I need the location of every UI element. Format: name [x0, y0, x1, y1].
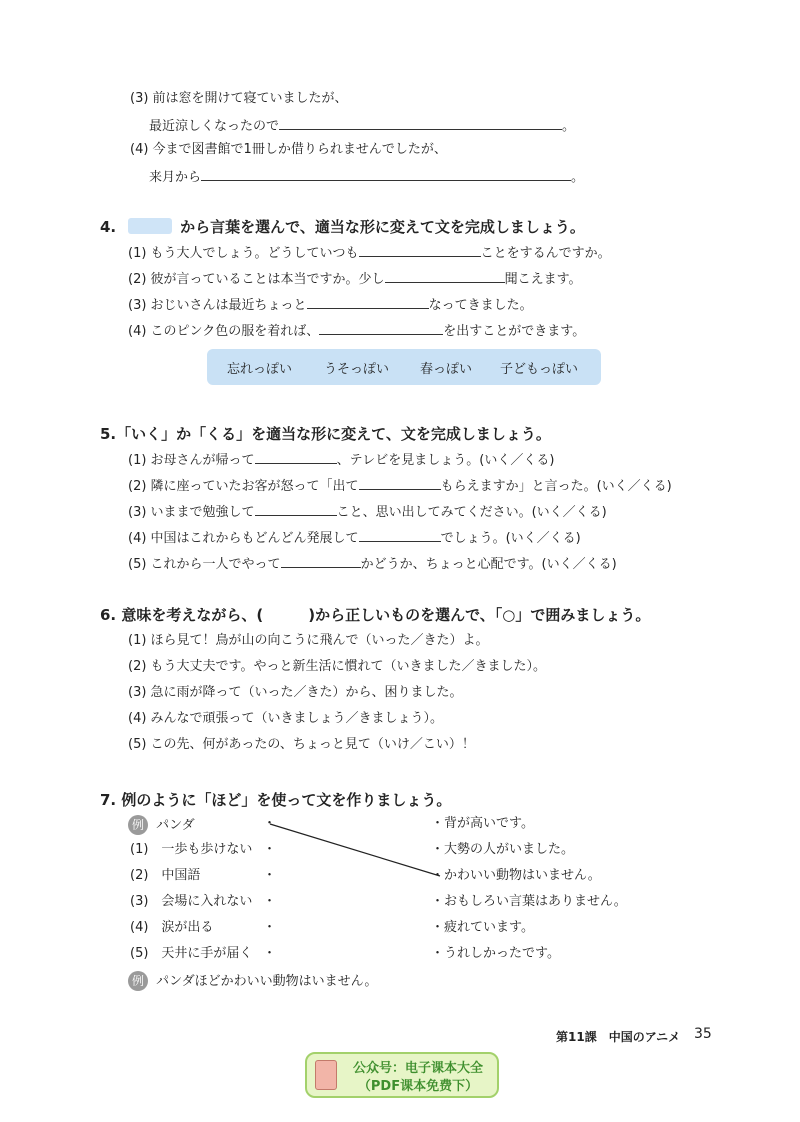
q7-example-answer: [128, 971, 377, 991]
q5-item-2-pre: (2) 隣に座っていたお客が怒って「出て: [128, 479, 359, 494]
q7-left-4: (4) 涙が出る: [130, 920, 214, 935]
q4-item-4-pre: (4) このピンク色の服を着れば、: [128, 324, 320, 339]
q7-left-5: (5) 天井に手が届く: [130, 946, 253, 961]
q4-item-2-pre: (2) 彼が言っていることは本当ですか。少し: [128, 272, 385, 287]
q7-right-label: うれしかったです。: [444, 946, 560, 961]
watermark-line1: 公众号：电子课本大全: [352, 1061, 483, 1076]
q7-title: 7. 例のように「ほど」を使って文を作りましょう。: [100, 791, 452, 809]
page-number: 35: [694, 1026, 712, 1042]
q6-title: 6. 意味を考えながら、( )から正しいものを選んで、「○」で囲みましょう。: [100, 606, 651, 624]
q7-left-1: (1) 一歩も歩けない: [130, 842, 253, 857]
q-cont-item3-line1: (3) 前は窓を開けて寝ていましたが、: [130, 91, 348, 106]
word-option: 子どもっぽい: [500, 361, 579, 377]
q6-item-3[interactable]: (3) 急に雨が降って（いった／きた）から、困りました。: [128, 685, 463, 700]
q7-left-3: (3) 会場に入れない: [130, 894, 253, 909]
example-badge: 例: [128, 815, 148, 835]
q5-item-1-post: 、テレビを見ましょう。(いく／くる): [336, 453, 555, 468]
q-cont-item3-text: 最近涼しくなったので: [149, 119, 280, 134]
match-dot-left[interactable]: ・: [263, 842, 277, 857]
q7-left-2: (2) 中国語: [130, 868, 201, 883]
word-option: うそっぽい: [324, 361, 390, 377]
period: 。: [562, 119, 576, 134]
q5-item-4-pre: (4) 中国はこれからもどんどん発展して: [128, 531, 359, 546]
q5-item-3-pre: (3) いままで勉強して: [128, 505, 255, 520]
q7-example-answer-text: パンダほどかわいい動物はいません。: [156, 973, 378, 989]
watermark-line2: （PDF课本免费下）: [357, 1079, 479, 1094]
example-badge: 例: [128, 971, 148, 991]
q7-right-label: 大勢の人がいました。: [444, 842, 575, 857]
q5-item-1-pre: (1) お母さんが帰って: [128, 453, 255, 468]
watermark-banner: [305, 1052, 499, 1098]
q4-item-1-pre: (1) もう大人でしょう。どうしていつも: [128, 246, 359, 261]
match-dot-right: ・: [431, 868, 445, 883]
q7-right-label: おもしろい言葉はありません。: [444, 894, 627, 909]
match-dot-right: ・: [431, 842, 445, 857]
lesson-footer: 第11課 中国のアニメ: [556, 1030, 681, 1044]
period: 。: [571, 170, 585, 185]
q4-item-4-post: を出すことができます。: [443, 324, 586, 339]
match-dot-left[interactable]: ・: [263, 894, 277, 909]
match-dot-right: ・: [431, 894, 445, 909]
q4-title: から言葉を選んで、適当な形に変えて文を完成しましょう。: [180, 218, 585, 236]
book-icon: [315, 1060, 337, 1090]
q5-item-2-post: もらえますか」と言った。(いく／くる): [440, 479, 672, 494]
q5-item-4-post: でしょう。(いく／くる): [440, 531, 581, 546]
match-dot-left[interactable]: ・: [263, 816, 277, 831]
q5-item-5-post: かどうか、ちょっと心配です。(いく／くる): [360, 557, 617, 572]
match-dot-left[interactable]: ・: [263, 920, 277, 935]
q7-right-label: かわいい動物はいません。: [444, 868, 601, 883]
q4-item-3-pre: (3) おじいさんは最近ちょっと: [128, 298, 307, 313]
q5-title: 5.「いく」か「くる」を適当な形に変えて、文を完成しましょう。: [100, 425, 551, 443]
q6-item-4[interactable]: (4) みんなで頑張って（いきましょう／きましょう）。: [128, 711, 444, 726]
match-dot-right: ・: [431, 920, 445, 935]
q7-right-label: 背が高いです。: [444, 816, 534, 831]
q6-item-5[interactable]: (5) この先、何があったの、ちょっと見て（いけ／こい）！: [128, 737, 475, 752]
q4-number: 4.: [100, 218, 117, 236]
q4-item-1-post: ことをするんですか。: [480, 246, 611, 261]
match-dot-right: ・: [431, 946, 445, 961]
q4-item-3-post: なってきました。: [428, 298, 533, 313]
word-option: 忘れっぽい: [227, 361, 293, 377]
q5-item-3-post: こと、思い出してみてください。(いく／くる): [336, 505, 607, 520]
match-dot-left[interactable]: ・: [263, 868, 277, 883]
q6-item-2[interactable]: (2) もう大丈夫です。やっと新生活に慣れて（いきました／きました）。: [128, 659, 547, 674]
match-dot-left[interactable]: ・: [263, 946, 277, 961]
q7-left-label: パンダ: [156, 817, 195, 833]
match-dot-right: ・: [431, 816, 445, 831]
q-cont-item4-line1: (4) 今まで図書館で1冊しか借りられませんでしたが、: [130, 142, 447, 157]
word-option: 春っぽい: [420, 361, 473, 377]
q5-item-5-pre: (5) これから一人でやって: [128, 557, 281, 572]
q4-item-2-post: 聞こえます。: [504, 272, 582, 287]
q-cont-item4-text: 来月から: [149, 170, 202, 185]
q6-item-1[interactable]: (1) ほら見て！鳥が山の向こうに飛んで（いった／きた）よ。: [128, 633, 489, 648]
q7-right-label: 疲れています。: [444, 920, 534, 935]
